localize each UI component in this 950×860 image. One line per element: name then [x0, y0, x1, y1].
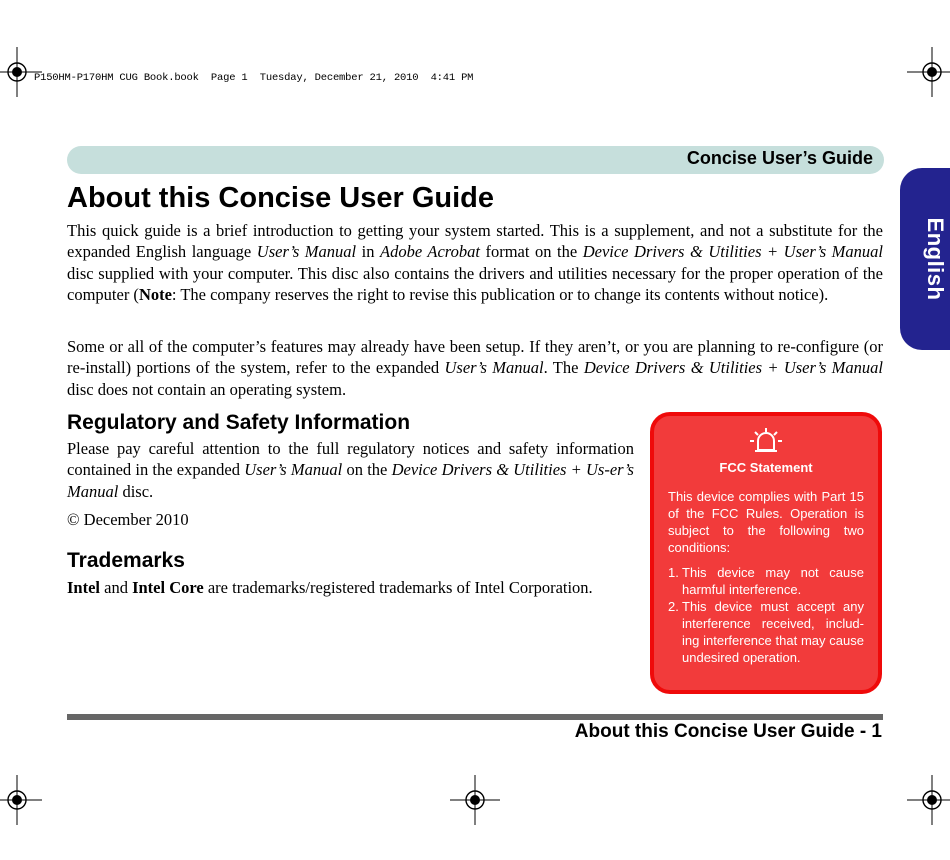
trademarks-heading: Trademarks — [67, 549, 185, 572]
alarm-bell-icon — [748, 426, 784, 454]
fcc-text: This device complies with Part 15 of the FCC Rules. Operation is subject to the following two conditions: — [668, 489, 864, 555]
header-bar — [67, 146, 884, 174]
page-title: About this Concise User Guide — [67, 182, 494, 214]
copyright-text: © December 2010 — [67, 510, 189, 529]
fcc-statement-box — [650, 412, 882, 694]
side-tab-label: English — [923, 217, 948, 301]
registration-mark-icon — [0, 775, 42, 825]
footer-page-label: About this Concise User Guide - 1 — [574, 721, 882, 742]
list-item: 1. This device may not cause harmful interference. — [668, 565, 864, 597]
trademarks-paragraph: Intel and Intel Core are trademarks/registered trademarks of Intel Corporation. — [67, 578, 593, 597]
setup-paragraph: Some or all of the computer’s features may already have been setup. If they aren’t, or you are planning to re-configure (or re-install) portions of the system, refer to the expanded User’s Manual. The Device Drivers & Utilities + User’s Manual disc does not contain an operating system. — [67, 337, 883, 399]
regulatory-heading: Regulatory and Safety Information — [67, 411, 411, 434]
registration-mark-icon — [907, 47, 950, 97]
language-side-tab — [900, 168, 950, 350]
list-item: 2. This device must accept any interference received, includ-ing interference that may cause undesired operation. — [668, 599, 864, 665]
regulatory-paragraph: Please pay careful attention to the full regulatory notices and safety information contained in the expanded User’s Manual on the Device Drivers & Utilities + Us-er’s Manual disc. — [67, 439, 634, 501]
registration-mark-icon — [450, 775, 500, 825]
intro-paragraph: This quick guide is a brief introduction to getting your system started. This is a supplement, and not a substitute for the expanded English language User’s Manual in Adobe Acrobat format on the Device Drivers & Utilities + User’s Manual disc supplied with your computer. This disc also contains the drivers and utilities necessary for the proper operation of the computer (Note: The company reserves the right to revise this publication or to change its contents without notice). — [67, 221, 884, 304]
header-title: Concise User’s Guide — [686, 148, 873, 168]
footer-rule — [67, 714, 883, 720]
print-info-line: P150HM-P170HM CUG Book.book Page 1 Tuesday, December 21, 2010 4:41 PM — [34, 72, 474, 84]
fcc-title: FCC Statement — [719, 460, 813, 475]
registration-mark-icon — [907, 775, 950, 825]
fcc-conditions-list — [668, 564, 864, 666]
